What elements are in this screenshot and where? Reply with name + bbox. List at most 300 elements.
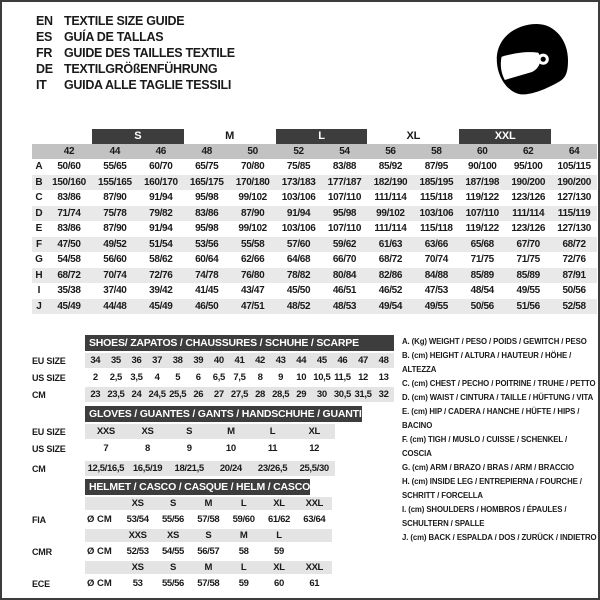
- helmet-header-row: [32, 479, 332, 495]
- size-value: 99/102: [238, 192, 267, 204]
- legend-item: H. (cm) INSIDE LEG / ENTREPIERNA / FOURCHE / SCHRITT / FORCELLA: [402, 477, 582, 500]
- legend-item: D. (cm) WAIST / CINTURA / TAILLE / HÜFTUNG / VITA: [402, 393, 594, 402]
- helmet-row-values: [85, 576, 332, 591]
- standard-label: ECE: [32, 578, 50, 589]
- gloves-row: [32, 441, 335, 456]
- size-row: [32, 268, 597, 284]
- size-value: 83/86: [195, 207, 219, 219]
- helmet-size-label: M: [204, 498, 213, 509]
- shoes-value: 29: [296, 389, 307, 400]
- helmet-title-bar: HELMET / CASCO / CASQUE / HELM / CASCO: [85, 479, 310, 495]
- gloves-row: [32, 424, 335, 439]
- helmet-size-label: S: [169, 498, 176, 509]
- shoes-value: 9: [278, 372, 284, 383]
- row-label: [32, 497, 85, 510]
- gloves-value: XXS: [96, 426, 115, 437]
- helmet-size-row: [32, 497, 332, 510]
- guide-title: TEXTILGRÖßENFÜHRUNG: [64, 62, 218, 76]
- size-row: [32, 175, 597, 191]
- size-value: 160/170: [143, 176, 178, 188]
- row-label: US SIZE: [32, 443, 66, 454]
- shoes-value: 25,5: [169, 389, 187, 400]
- helmet-size-label: XS: [167, 530, 179, 541]
- unit-label: Ø CM: [87, 578, 112, 589]
- guide-title: GUIDE DES TAILLES TEXTILE: [64, 46, 235, 60]
- shoes-value: 3,5: [130, 372, 143, 383]
- size-value: 60/64: [195, 254, 219, 266]
- row-label: EU SIZE: [32, 355, 66, 366]
- size-value: 49/54: [378, 300, 403, 312]
- gloves-value: 16,5/19: [132, 463, 163, 474]
- helmet-value: 57/58: [197, 514, 220, 525]
- shoes-value: 7,5: [233, 372, 246, 383]
- size-band-m: M: [225, 130, 235, 142]
- size-value: 127/130: [557, 192, 591, 204]
- size-row: [32, 299, 597, 315]
- size-value: 111/114: [512, 207, 545, 219]
- row-letter: A: [35, 161, 43, 173]
- size-column-header: 50: [247, 146, 258, 157]
- size-value: 87/95: [424, 161, 448, 173]
- size-value: 76/80: [241, 269, 265, 281]
- size-value: 78/82: [286, 269, 311, 281]
- legend-item: E. (cm) HIP / CADERA / HANCHE / HÜFTE / HIPS / BACINO: [402, 407, 580, 430]
- size-value: 95/98: [332, 207, 357, 219]
- size-value: 50/60: [57, 161, 81, 173]
- shoes-value: 34: [90, 355, 101, 366]
- helmet-size-label: L: [276, 530, 282, 541]
- size-row: [32, 221, 597, 237]
- size-value: 70/74: [103, 269, 127, 281]
- size-value: 103/106: [419, 207, 454, 219]
- gloves-value: 8: [145, 443, 150, 454]
- helmet-value-row: [32, 512, 332, 527]
- shoes-value: 48: [378, 355, 389, 366]
- size-value: 115/118: [420, 223, 453, 235]
- size-value: 65/75: [195, 161, 219, 173]
- size-value: 67/70: [516, 238, 540, 250]
- helmet-size-label: M: [239, 530, 248, 541]
- measurement-legend: [402, 335, 598, 545]
- shoes-value: 6: [195, 372, 201, 383]
- helmet-value: 55/56: [161, 514, 184, 525]
- size-column-header: 64: [568, 146, 580, 157]
- helmet-value: 53/54: [126, 514, 149, 525]
- helmet-size-label: S: [205, 530, 212, 541]
- language-code: IT: [36, 78, 47, 92]
- helmet-sizes-band: [85, 497, 332, 510]
- size-value: 47/50: [57, 238, 81, 250]
- size-value: 127/130: [557, 223, 591, 235]
- size-value: 87/90: [103, 192, 127, 204]
- size-column-header: 58: [431, 146, 442, 157]
- shoes-value: 30,5: [333, 389, 351, 400]
- shoes-value: 5: [175, 372, 181, 383]
- row-letter: D: [35, 207, 43, 219]
- gloves-row-values: [85, 424, 335, 439]
- size-value: 51/56: [516, 300, 540, 312]
- legend-item: J. (cm) BACK / ESPALDA / DOS / ZURÜCK / INDIETRO: [402, 533, 597, 542]
- helmet-value: 52/53: [126, 546, 149, 557]
- size-value: 190/200: [511, 176, 546, 188]
- shoes-value: 28,5: [272, 389, 290, 400]
- gloves-value: S: [186, 426, 193, 437]
- size-value: 119/122: [465, 192, 499, 204]
- legend-item: F. (cm) TIGH / MUSLO / CUISSE / SCHENKEL / COSCIA: [402, 435, 568, 458]
- size-value: 82/86: [378, 269, 403, 281]
- shoes-value: 12: [358, 372, 368, 383]
- size-value: 45/50: [286, 285, 311, 297]
- size-value: 50/56: [562, 285, 586, 297]
- language-title-list: [36, 13, 235, 93]
- size-band-xl: XL: [406, 130, 421, 142]
- size-value: 107/110: [327, 223, 362, 235]
- size-column-header: 44: [109, 146, 121, 157]
- gloves-value: 20/24: [219, 463, 242, 474]
- helmet-row-values: [85, 544, 332, 559]
- guide-title: TEXTILE SIZE GUIDE: [64, 14, 185, 28]
- size-band-l: L: [276, 129, 368, 144]
- legend-item: I. (cm) SHOULDERS / HOMBROS / ÉPAULES / SCHULTERN / SPALLE: [402, 505, 567, 528]
- shoes-row: [32, 370, 394, 385]
- gloves-value: 12,5/16,5: [87, 463, 125, 474]
- size-column-header: 60: [477, 146, 488, 157]
- shoes-value: 47: [358, 355, 368, 366]
- size-value: 53/56: [195, 238, 219, 250]
- size-value: 123/126: [511, 223, 546, 235]
- size-value: 75/78: [103, 207, 127, 219]
- shoes-value: 13: [378, 372, 389, 383]
- row-label: US SIZE: [32, 372, 66, 383]
- helmet-value: 61: [309, 578, 320, 589]
- helmet-size-label: XL: [273, 498, 285, 509]
- standard-label: FIA: [32, 514, 46, 525]
- legend-item: A. (Kg) WEIGHT / PESO / POIDS / GEWITCH / PESO: [402, 337, 587, 346]
- size-value: 182/190: [373, 176, 408, 188]
- size-value: 49/52: [103, 238, 127, 250]
- shoes-title-bar: SHOES/ ZAPATOS / CHAUSSURES / SCHUHE / SCARPE: [85, 335, 394, 351]
- size-column-header: 48: [201, 146, 212, 157]
- helmet-sizes-band: [85, 561, 332, 574]
- gloves-size-table: [32, 406, 362, 476]
- shoes-value: 27: [213, 389, 224, 400]
- helmet-value: 60: [274, 578, 284, 589]
- language-code: EN: [36, 14, 53, 28]
- helmet-size-row: [32, 561, 332, 574]
- helmet-size-label: L: [240, 562, 247, 573]
- size-value: 99/102: [376, 207, 405, 219]
- size-value: 56/60: [103, 254, 127, 266]
- gloves-value: 12: [309, 443, 320, 454]
- shoes-value: 2,5: [109, 372, 122, 383]
- row-letter: C: [35, 192, 43, 204]
- helmet-value: 57/58: [197, 578, 220, 589]
- shoes-value: 39: [193, 355, 204, 366]
- size-value: 95/100: [513, 161, 543, 173]
- size-value: 155/165: [98, 176, 132, 188]
- shoes-row-values: [85, 387, 394, 402]
- helmet-size-label: XS: [131, 498, 144, 509]
- shoes-value: 11,5: [334, 372, 351, 383]
- gloves-row-values: [85, 441, 335, 456]
- size-value: 74/78: [195, 269, 219, 281]
- size-column-header: 54: [339, 146, 350, 157]
- size-row: [32, 159, 597, 175]
- size-value: 150/160: [52, 176, 86, 188]
- gloves-value: M: [227, 426, 235, 437]
- size-value: 55/65: [103, 161, 127, 173]
- size-value: 37/40: [103, 285, 127, 297]
- helmet-value: 54/55: [161, 546, 184, 557]
- size-value: 105/115: [557, 161, 591, 173]
- size-row: [32, 190, 597, 206]
- row-letter: I: [37, 285, 41, 297]
- size-value: 87/91: [562, 269, 586, 281]
- shoes-value: 36: [131, 355, 142, 366]
- shoes-value: 41: [234, 355, 245, 366]
- language-row: [36, 61, 235, 77]
- shoes-value: 8: [257, 372, 263, 383]
- shoes-header-row: [32, 335, 394, 351]
- language-row: [36, 45, 235, 61]
- size-value: 85/89: [470, 269, 494, 281]
- gloves-value: 7: [103, 443, 109, 454]
- row-label: [32, 561, 85, 574]
- helmet-size-label: XXL: [305, 498, 324, 509]
- language-row: [36, 29, 235, 45]
- shoes-value: 24,5: [148, 389, 166, 400]
- size-band-row: [32, 128, 597, 144]
- size-band-s: S: [92, 129, 184, 144]
- size-value: 71/75: [516, 254, 540, 266]
- size-row: [32, 283, 597, 299]
- size-value: 45/49: [149, 300, 173, 312]
- shoes-row-values: [85, 353, 394, 368]
- helmet-value-row: [32, 544, 332, 559]
- size-value: 62/66: [241, 254, 265, 266]
- size-band-xxl: XXL: [459, 129, 551, 144]
- helmet-value-row: [32, 576, 332, 591]
- size-value: 119/122: [465, 223, 499, 235]
- size-value: 107/110: [465, 207, 499, 219]
- size-value: 187/198: [465, 176, 500, 188]
- language-code: FR: [36, 46, 53, 60]
- gloves-value: 25,5/30: [299, 463, 329, 474]
- shoes-value: 31,5: [354, 389, 372, 400]
- shoes-value: 2: [92, 372, 98, 383]
- shoes-row: [32, 353, 394, 368]
- size-column-header: 42: [63, 146, 75, 157]
- size-value: 47/53: [424, 285, 448, 297]
- row-label: [32, 529, 85, 542]
- helmet-value: 59/60: [232, 514, 255, 525]
- size-value: 83/86: [57, 192, 81, 204]
- size-value: 41/45: [195, 285, 219, 297]
- size-value: 61/63: [378, 238, 403, 250]
- shoes-value: 4: [154, 372, 160, 383]
- size-value: 72/76: [562, 254, 586, 266]
- gloves-value: 10: [225, 443, 236, 454]
- helmet-row-values: [85, 512, 332, 527]
- size-value: 85/89: [516, 269, 540, 281]
- shoes-value: 38: [172, 355, 183, 366]
- size-value: 46/50: [195, 300, 219, 312]
- size-value: 87/90: [103, 223, 127, 235]
- helmet-value: 63/64: [303, 514, 326, 525]
- size-value: 58/62: [149, 254, 173, 266]
- textile-size-table: [32, 128, 597, 314]
- row-letter: H: [35, 269, 43, 281]
- row-letter: E: [35, 223, 43, 235]
- gloves-value: 18/21,5: [174, 463, 204, 474]
- size-value: 91/94: [149, 192, 173, 204]
- helmet-size-label: XXS: [128, 530, 147, 541]
- header-spacer: [32, 335, 85, 351]
- size-number-row: [32, 144, 597, 159]
- size-value: 51/54: [149, 238, 173, 250]
- size-value: 43/47: [241, 285, 265, 297]
- size-value: 90/100: [468, 161, 497, 173]
- size-value: 165/175: [189, 176, 224, 188]
- size-value: 111/114: [374, 223, 407, 235]
- shoes-value: 40: [213, 355, 224, 366]
- header-spacer: [32, 406, 85, 422]
- size-value: 68/72: [378, 254, 403, 266]
- size-value: 68/72: [562, 238, 586, 250]
- legend-item: B. (cm) HEIGHT / ALTURA / HAUTEUR / HÖHE / ALTEZZA: [402, 351, 572, 374]
- size-value: 190/200: [557, 176, 591, 188]
- size-value: 115/118: [420, 192, 453, 204]
- shoes-value: 28: [255, 389, 265, 400]
- size-value: 44/48: [103, 300, 127, 312]
- helmet-value: 59: [274, 546, 284, 557]
- size-value: 103/106: [281, 192, 316, 204]
- size-value: 79/82: [149, 207, 173, 219]
- size-value: 170/180: [235, 176, 270, 188]
- guide-title: GUÍA DE TALLAS: [64, 30, 164, 44]
- row-letter: F: [35, 238, 43, 250]
- size-value: 177/187: [327, 176, 362, 188]
- size-value: 87/90: [241, 207, 265, 219]
- size-value: 107/110: [327, 192, 362, 204]
- size-value: 99/102: [238, 223, 267, 235]
- size-value: 80/84: [332, 269, 357, 281]
- shoes-value: 24: [131, 389, 142, 400]
- row-letter: B: [35, 176, 43, 188]
- size-value: 173/183: [281, 176, 316, 188]
- size-value: 57/60: [286, 238, 311, 250]
- gloves-value: 23/26,5: [257, 463, 288, 474]
- shoes-size-table: [32, 335, 394, 402]
- helmet-value: 56/57: [197, 546, 220, 557]
- shoes-value: 32: [378, 389, 389, 400]
- shoes-value: 37: [152, 355, 163, 366]
- language-code: DE: [36, 62, 53, 76]
- helmet-size-label: XS: [131, 562, 144, 573]
- shoes-value: 44: [296, 355, 307, 366]
- shoes-value: 27,5: [230, 389, 248, 400]
- standard-label: CMR: [32, 546, 52, 557]
- helmet-size-label: L: [240, 498, 247, 509]
- gloves-value: 9: [186, 443, 192, 454]
- band-gap: [46, 129, 92, 144]
- size-value: 72/76: [149, 269, 173, 281]
- gloves-row: [32, 461, 335, 476]
- size-row: [32, 237, 597, 253]
- size-value: 70/74: [424, 254, 448, 266]
- shoes-value: 23: [90, 389, 101, 400]
- size-value: 46/51: [332, 285, 357, 297]
- size-value: 75/85: [286, 161, 311, 173]
- language-row: [36, 13, 235, 29]
- size-value: 59/62: [332, 238, 357, 250]
- size-row: [32, 252, 597, 268]
- shoes-value: 35: [110, 355, 121, 366]
- size-value: 71/75: [470, 254, 494, 266]
- shoes-value: 26: [193, 389, 204, 400]
- row-label: CM: [32, 389, 46, 400]
- shoes-value: 6,5: [212, 372, 225, 383]
- helmet-value: 58: [238, 546, 249, 557]
- shoes-row-values: [85, 370, 394, 385]
- gloves-value: L: [269, 426, 276, 437]
- size-value: 95/98: [195, 192, 219, 204]
- size-value: 54/58: [57, 254, 81, 266]
- helmet-size-label: M: [204, 562, 213, 573]
- size-value: 83/88: [332, 161, 357, 173]
- row-label: CM: [32, 463, 46, 474]
- guide-title: GUIDA ALLE TAGLIE TESSILI: [64, 78, 232, 92]
- size-value: 52/58: [562, 300, 586, 312]
- row-letter: J: [36, 300, 42, 312]
- shoes-value: 42: [255, 355, 265, 366]
- shoes-value: 46: [337, 355, 348, 366]
- helmet-size-label: XL: [273, 562, 285, 573]
- size-value: 71/74: [57, 207, 81, 219]
- gloves-value: XL: [308, 426, 320, 437]
- size-value: 95/98: [195, 223, 219, 235]
- helmet-size-label: XXL: [305, 562, 324, 573]
- size-value: 46/52: [378, 285, 403, 297]
- size-value: 63/66: [424, 238, 448, 250]
- size-value: 91/94: [286, 207, 311, 219]
- size-value: 47/51: [241, 300, 265, 312]
- shoes-value: 43: [275, 355, 286, 366]
- size-value: 91/94: [149, 223, 173, 235]
- shoes-value: 45: [316, 355, 327, 366]
- shoes-value: 30: [316, 389, 327, 400]
- size-column-header: 46: [155, 146, 167, 157]
- size-value: 39/42: [149, 285, 173, 297]
- helmet-size-table: [32, 479, 332, 591]
- size-value: 84/88: [424, 269, 448, 281]
- unit-label: Ø CM: [87, 546, 112, 557]
- helmet-value: 55/56: [161, 578, 184, 589]
- band-gap: [551, 129, 597, 144]
- size-value: 49/55: [516, 285, 540, 297]
- gloves-row-values: [85, 461, 335, 476]
- gloves-header-row: [32, 406, 362, 422]
- shoes-row: [32, 387, 394, 402]
- shoes-value: 10,5: [313, 372, 331, 383]
- size-value: 70/80: [241, 161, 265, 173]
- size-value: 48/53: [332, 300, 357, 312]
- shoes-value: 10: [296, 372, 307, 383]
- size-value: 48/54: [470, 285, 494, 297]
- size-column-header: 62: [522, 146, 534, 157]
- size-value: 45/49: [57, 300, 81, 312]
- unit-label: Ø CM: [87, 514, 112, 525]
